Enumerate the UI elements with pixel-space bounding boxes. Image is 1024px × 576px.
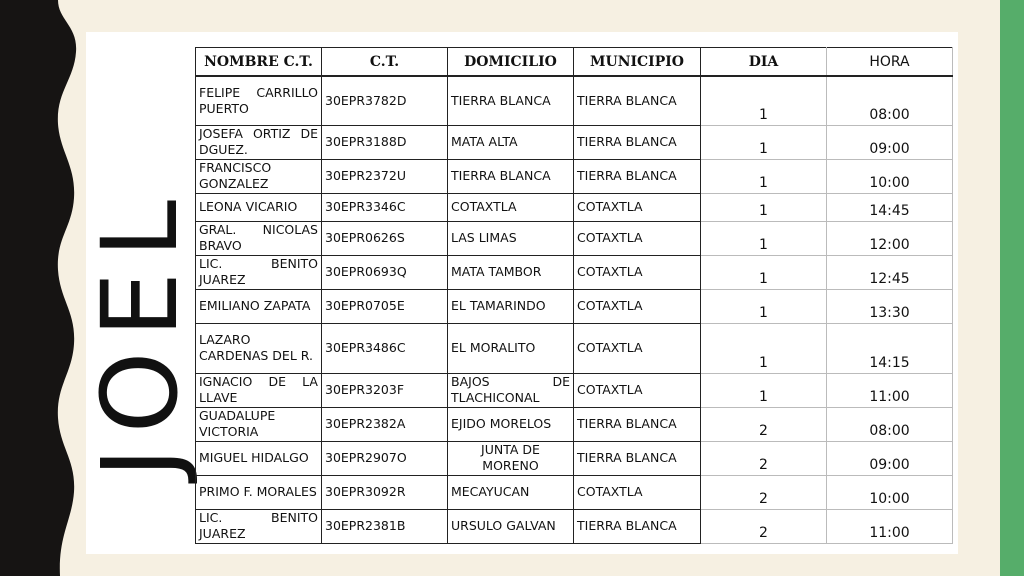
cell-ct: 30EPR3203F [322, 373, 448, 407]
cell-municipio: COTAXTLA [574, 221, 701, 255]
cell-domicilio: URSULO GALVAN [448, 509, 574, 543]
table-row [196, 441, 953, 475]
cell-nombre: EMILIANO ZAPATA [196, 289, 322, 323]
cell-hora: 10:00 [827, 475, 953, 509]
cell-hora: 11:00 [827, 373, 953, 407]
cell-municipio: TIERRA BLANCA [574, 125, 701, 159]
cell-ct: 30EPR2907O [322, 441, 448, 475]
cell-dia: 2 [701, 407, 827, 441]
cell-ct: 30EPR2382A [322, 407, 448, 441]
cell-nombre: FELIPE CARRILLO PUERTO [196, 76, 322, 125]
cell-nombre: LIC. BENITO JUAREZ [196, 255, 322, 289]
cell-dia: 2 [701, 475, 827, 509]
cell-hora: 10:00 [827, 159, 953, 193]
cell-municipio: COTAXTLA [574, 193, 701, 221]
cell-dia: 2 [701, 509, 827, 543]
cell-nombre: PRIMO F. MORALES [196, 475, 322, 509]
cell-ct: 30EPR3092R [322, 475, 448, 509]
cell-nombre: LAZARO CARDENAS DEL R. [196, 323, 322, 373]
cell-municipio: COTAXTLA [574, 373, 701, 407]
schedule-table [195, 47, 953, 544]
cell-hora: 08:00 [827, 76, 953, 125]
table-row [196, 255, 953, 289]
cell-hora: 11:00 [827, 509, 953, 543]
table-row [196, 289, 953, 323]
cell-hora: 13:30 [827, 289, 953, 323]
header-domicilio: DOMICILIO [448, 48, 574, 77]
table-row [196, 323, 953, 373]
cell-domicilio: TIERRA BLANCA [448, 76, 574, 125]
cell-dia: 1 [701, 255, 827, 289]
cell-dia: 1 [701, 125, 827, 159]
header-hora: HORA [827, 48, 953, 77]
wavy-left-border [0, 0, 90, 576]
cell-hora: 09:00 [827, 441, 953, 475]
cell-municipio: TIERRA BLANCA [574, 76, 701, 125]
cell-domicilio: TIERRA BLANCA [448, 159, 574, 193]
cell-ct: 30EPR0693Q [322, 255, 448, 289]
cell-dia: 1 [701, 289, 827, 323]
table-row [196, 76, 953, 125]
table-row [196, 475, 953, 509]
cell-dia: 1 [701, 193, 827, 221]
cell-dia: 1 [701, 221, 827, 255]
table-row [196, 159, 953, 193]
cell-dia: 2 [701, 441, 827, 475]
cell-hora: 14:45 [827, 193, 953, 221]
cell-nombre: IGNACIO DE LA LLAVE [196, 373, 322, 407]
cell-hora: 09:00 [827, 125, 953, 159]
cell-domicilio: MATA TAMBOR [448, 255, 574, 289]
cell-ct: 30EPR3346C [322, 193, 448, 221]
cell-domicilio: MECAYUCAN [448, 475, 574, 509]
cell-dia: 1 [701, 373, 827, 407]
cell-dia: 1 [701, 323, 827, 373]
cell-ct: 30EPR3486C [322, 323, 448, 373]
cell-municipio: COTAXTLA [574, 255, 701, 289]
cell-ct: 30EPR0626S [322, 221, 448, 255]
cell-dia: 1 [701, 159, 827, 193]
green-edge-strip [1000, 0, 1024, 576]
cell-domicilio: JUNTA DE MORENO [448, 441, 574, 475]
cell-ct: 30EPR2381B [322, 509, 448, 543]
table-row [196, 373, 953, 407]
cell-domicilio: EJIDO MORELOS [448, 407, 574, 441]
cell-hora: 12:45 [827, 255, 953, 289]
cell-ct: 30EPR0705E [322, 289, 448, 323]
cell-nombre: LIC. BENITO JUAREZ [196, 509, 322, 543]
cell-municipio: TIERRA BLANCA [574, 441, 701, 475]
cell-municipio: COTAXTLA [574, 289, 701, 323]
table-row [196, 221, 953, 255]
table-row [196, 509, 953, 543]
cell-hora: 12:00 [827, 221, 953, 255]
cell-domicilio: EL MORALITO [448, 323, 574, 373]
header-nombre: NOMBRE C.T. [196, 48, 322, 77]
cell-nombre: JOSEFA ORTIZ DE DGUEZ. [196, 125, 322, 159]
header-dia: DIA [701, 48, 827, 77]
cell-nombre: MIGUEL HIDALGO [196, 441, 322, 475]
table-row [196, 125, 953, 159]
cell-ct: 30EPR3782D [322, 76, 448, 125]
cell-municipio: TIERRA BLANCA [574, 407, 701, 441]
cell-ct: 30EPR3188D [322, 125, 448, 159]
cell-hora: 14:15 [827, 323, 953, 373]
table-row [196, 407, 953, 441]
cell-nombre: FRANCISCO GONZALEZ [196, 159, 322, 193]
cell-dia: 1 [701, 76, 827, 125]
cell-domicilio: EL TAMARINDO [448, 289, 574, 323]
cell-domicilio: LAS LIMAS [448, 221, 574, 255]
cell-municipio: COTAXTLA [574, 323, 701, 373]
cell-municipio: COTAXTLA [574, 475, 701, 509]
cell-domicilio: COTAXTLA [448, 193, 574, 221]
table-row [196, 193, 953, 221]
cell-municipio: TIERRA BLANCA [574, 159, 701, 193]
cell-domicilio: MATA ALTA [448, 125, 574, 159]
header-ct: C.T. [322, 48, 448, 77]
cell-hora: 08:00 [827, 407, 953, 441]
cell-nombre: LEONA VICARIO [196, 193, 322, 221]
cell-nombre: GRAL. NICOLAS BRAVO [196, 221, 322, 255]
cell-nombre: GUADALUPE VICTORIA [196, 407, 322, 441]
title-joel: JOEL [79, 185, 201, 479]
cell-ct: 30EPR2372U [322, 159, 448, 193]
cell-municipio: TIERRA BLANCA [574, 509, 701, 543]
vertical-title [79, 32, 201, 554]
cell-domicilio: BAJOS DE TLACHICONAL [448, 373, 574, 407]
header-municipio: MUNICIPIO [574, 48, 701, 77]
header-row [196, 48, 953, 77]
